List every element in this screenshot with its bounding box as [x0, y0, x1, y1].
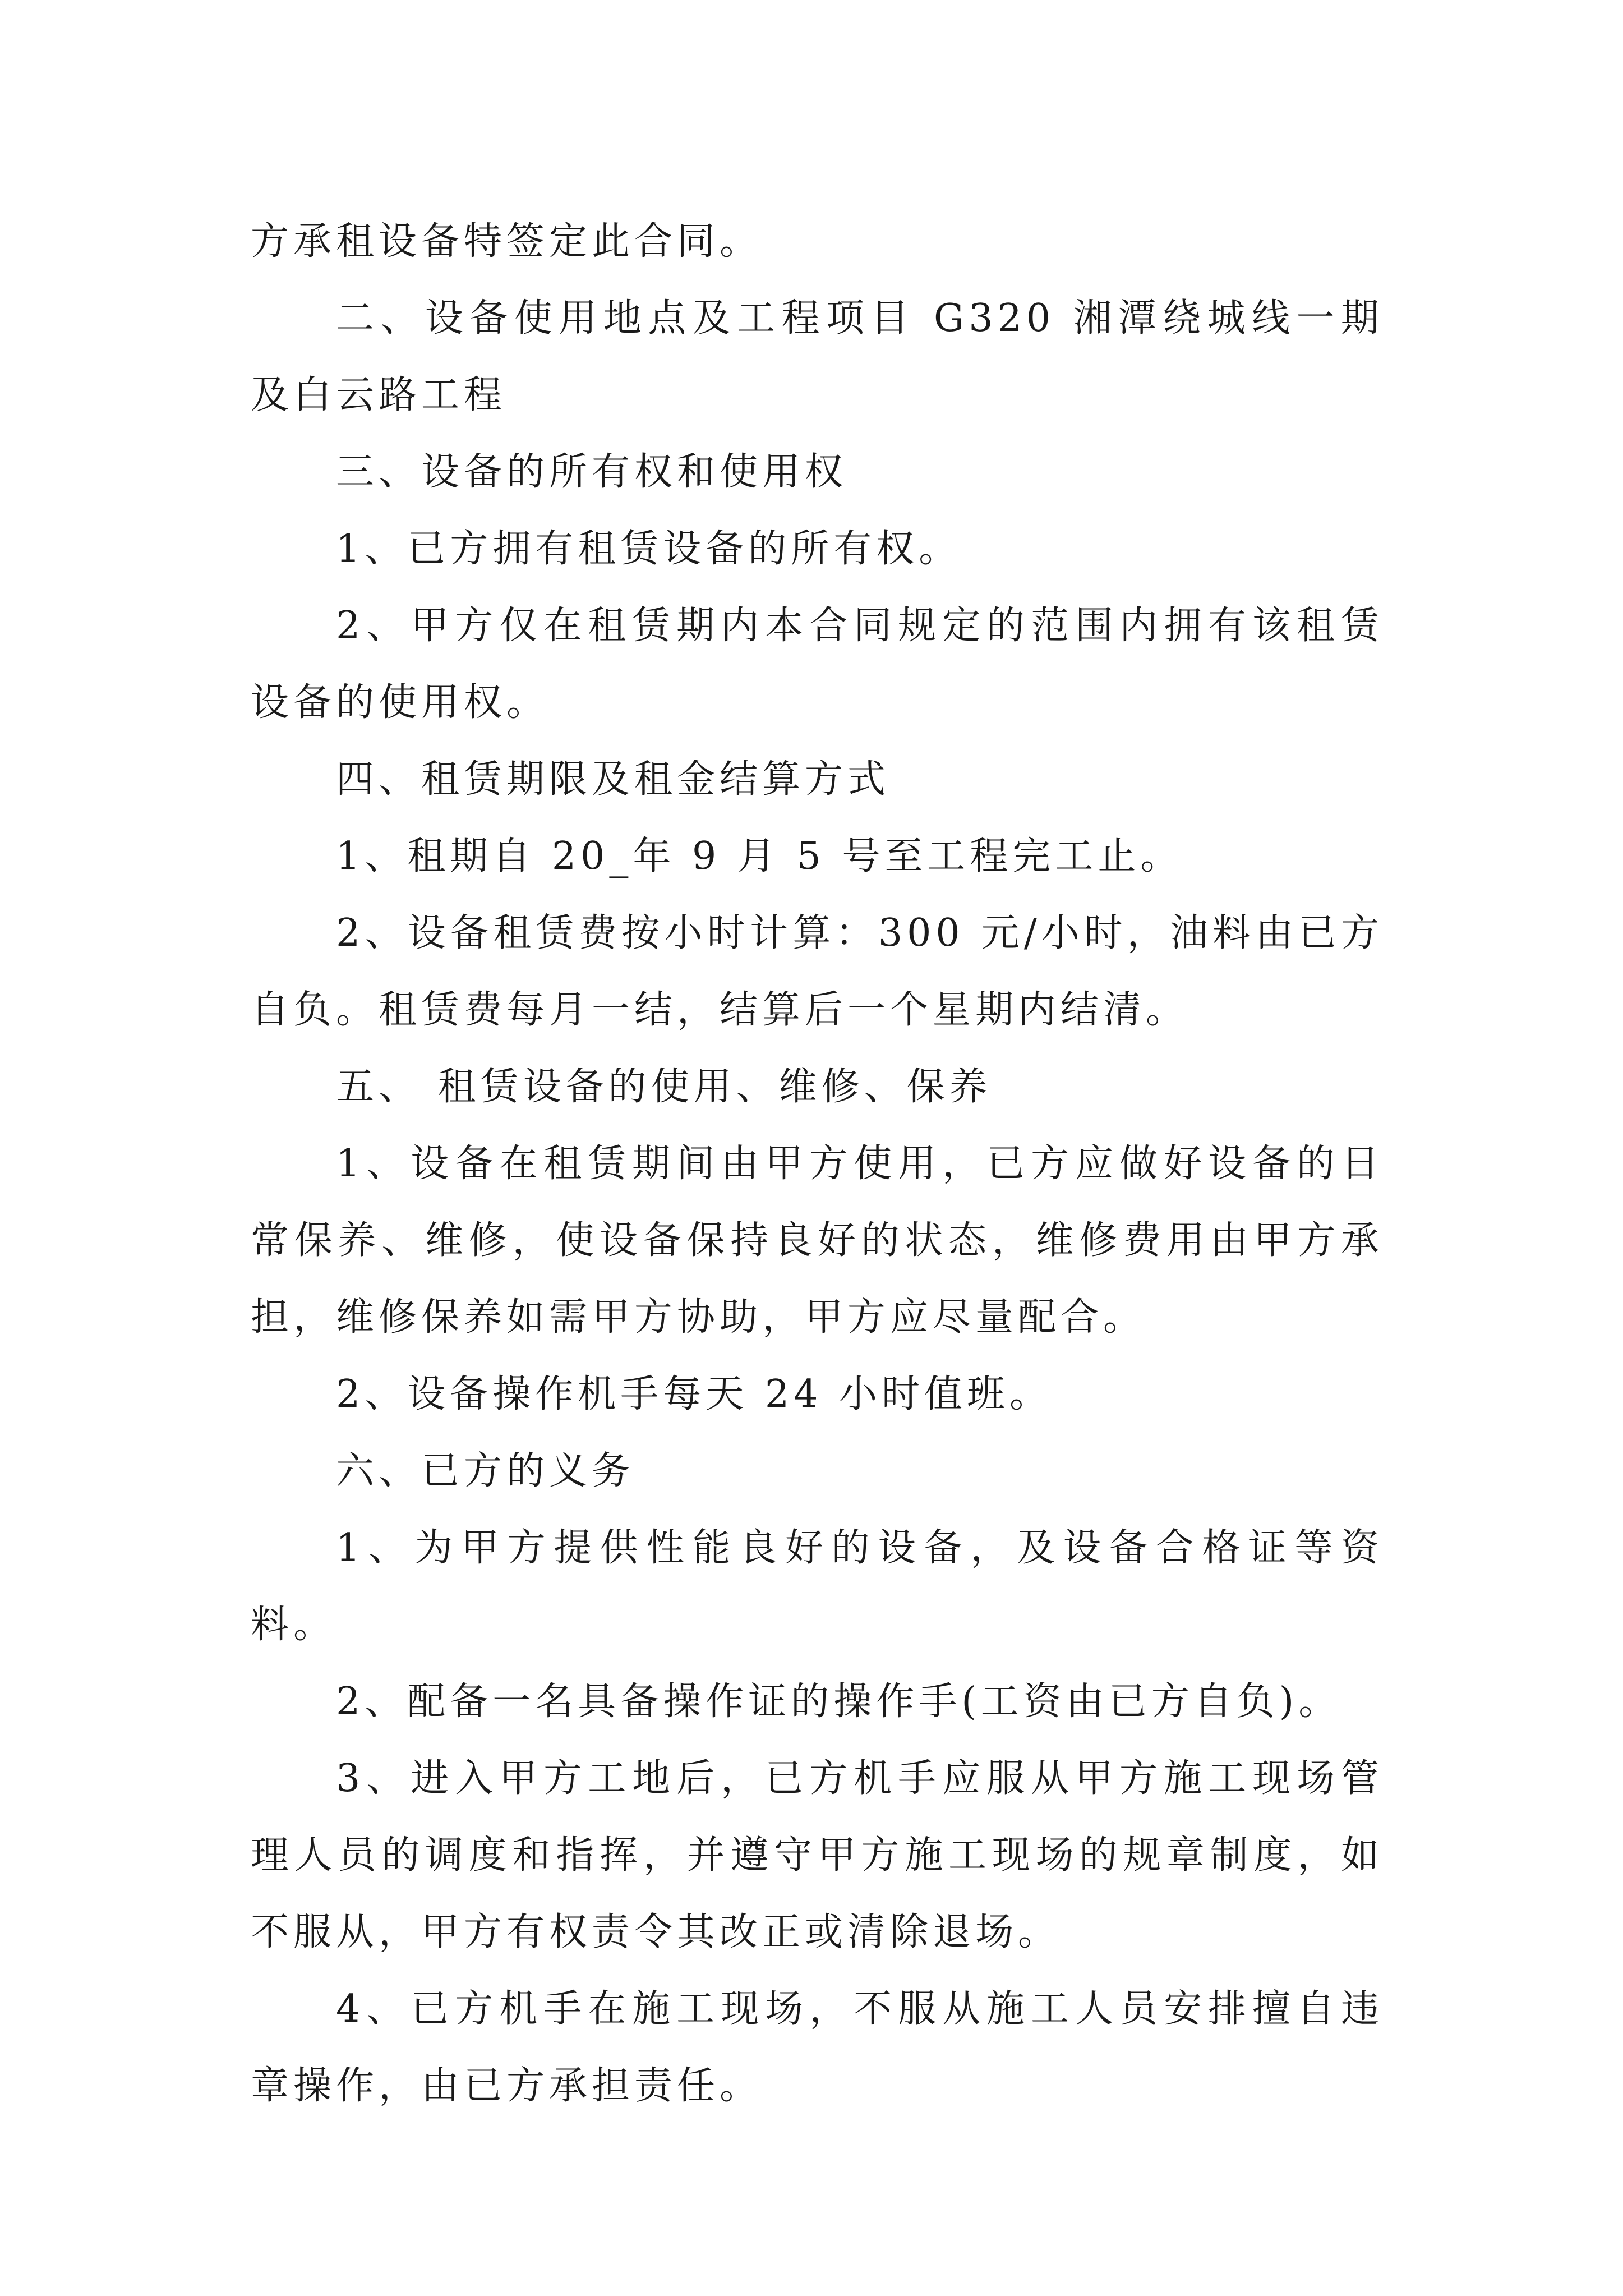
clause-obligations-3: 3、进入甲方工地后，已方机手应服从甲方施工现场管理人员的调度和指挥，并遵守甲方施工现场的规章制度，如不服从，甲方有权责令其改正或清除退场。 [251, 1756, 1384, 1954]
clause-obligations-2: 2、配备一名具备操作证的操作手(工资由已方自负)。 [336, 1680, 1341, 1724]
contract-body [251, 203, 1384, 2124]
clause-maintenance-1: 1、设备在租赁期间由甲方使用，已方应做好设备的日常保养、维修，使设备保持良好的状态，维修费用由甲方承担，维修保养如需甲方协助，甲方应尽量配合。 [251, 1142, 1384, 1340]
clause-obligations-4: 4、已方机手在施工现场，不服从施工人员安排擅自违章操作，由已方承担责任。 [251, 1987, 1384, 2108]
section-heading-lease-term: 四、租赁期限及租金结算方式 [336, 757, 891, 802]
section-heading-maintenance: 五、 租赁设备的使用、维修、保养 [336, 1065, 992, 1109]
section-heading-obligations: 六、已方的义务 [336, 1449, 635, 1493]
clause-ownership-2: 2、甲方仅在租赁期内本合同规定的范围内拥有该租赁设备的使用权。 [251, 604, 1384, 725]
paragraph-continuation: 方承租设备特签定此合同。 [251, 219, 763, 264]
clause-lease-term-2: 2、设备租赁费按小时计算：300 元/小时，油料由已方自负。租赁费每月一结，结算后一个星期内结清。 [251, 911, 1384, 1032]
clause-ownership-1: 1、已方拥有租赁设备的所有权。 [336, 527, 962, 571]
section-heading-location: 二、设备使用地点及工程项目 G320 湘潭绕城线一期及白云路工程 [251, 296, 1384, 417]
clause-lease-term-1: 1、租期自 20_年 9 月 5 号至工程完工止。 [336, 834, 1183, 878]
section-heading-ownership: 三、设备的所有权和使用权 [336, 450, 848, 494]
clause-obligations-1: 1、为甲方提供性能良好的设备，及设备合格证等资料。 [251, 1526, 1384, 1647]
clause-maintenance-2: 2、设备操作机手每天 24 小时值班。 [336, 1372, 1053, 1416]
